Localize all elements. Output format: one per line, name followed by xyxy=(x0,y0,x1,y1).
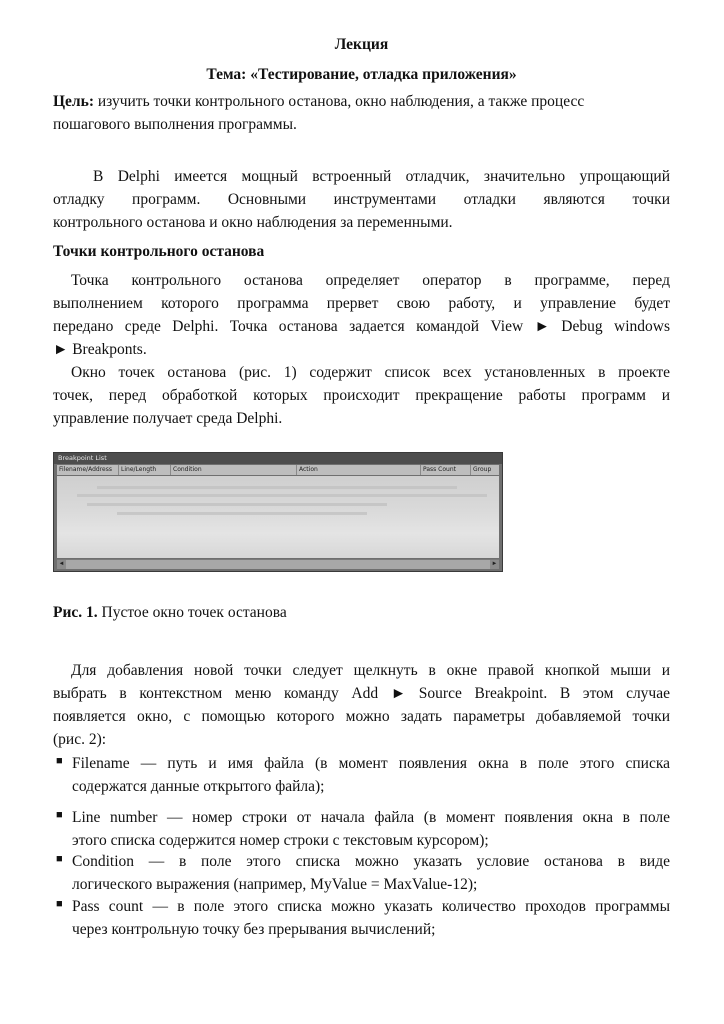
bullet-icon: ■ xyxy=(56,809,63,821)
section-heading-breakpoints: Точки контрольного останова xyxy=(53,243,265,260)
figure1-caption-label: Рис. 1. xyxy=(53,604,98,621)
column-line-length: Line/Length xyxy=(119,465,171,475)
bullet-line-number-line-2: этого списка содержится номер строки с текстовым курсором); xyxy=(72,832,489,849)
intro-line-2: отладку программ. Основными инструментами отладки являются точки xyxy=(53,191,670,208)
goal-label: Цель: xyxy=(53,93,94,110)
column-pass-count: Pass Count xyxy=(421,465,471,475)
column-condition: Condition xyxy=(171,465,297,475)
breakpoint-list-figure xyxy=(53,452,503,572)
add-para-line-2: выбрать в контекстном меню команду Add ► Source Breakpoint. В этом случае xyxy=(53,685,670,702)
bullet-pass-count-line-1: Pass count — в поле этого списка можно указать количество проходов программы xyxy=(72,898,670,915)
breakpoint-list-scrollbar xyxy=(57,559,499,569)
scroll-right-icon: ► xyxy=(491,561,498,567)
scroll-left-icon: ◄ xyxy=(58,561,65,567)
bleed-through-line xyxy=(77,494,487,497)
bullet-line-number-line-1: Line number — номер строки от начала файла (в момент появления окна в поле xyxy=(72,809,670,826)
breakpoint-list-header xyxy=(57,465,499,475)
add-para-line-3: появляется окно, с помощью которого можно задать параметры добавляемой точки xyxy=(53,708,670,725)
bullet-condition-line-2: логического выражения (например, MyValue = MaxValue-12); xyxy=(72,876,478,893)
bullet-pass-count-line-2: через контрольную точку без прерывания вычислений; xyxy=(72,921,436,938)
breakpoints-para2-line-3: управление получает среда Delphi. xyxy=(53,410,283,427)
lecture-topic: Тема: «Тестирование, отладка приложения» xyxy=(206,66,517,83)
figure1-caption-text: Пустое окно точек останова xyxy=(97,604,287,621)
bullet-filename-line-1: Filename — путь и имя файла (в момент появления окна в поле этого списка xyxy=(72,755,670,772)
bleed-through-line xyxy=(87,503,387,506)
breakpoints-para1-line-1: Точка контрольного останова определяет оператор в программе, перед xyxy=(71,272,670,289)
goal-line-1 xyxy=(53,90,670,113)
breakpoints-para1-line-2: выполнением которого программа прервет свою работу, и управление будет xyxy=(53,295,670,312)
breakpoints-para2-line-2: точек, перед обработкой которых происходит прекращение работы программ и xyxy=(53,387,670,404)
breakpoint-list-window-title: Breakpoint List xyxy=(54,453,502,464)
breakpoints-para1-line-3: передано среде Delphi. Точка останова задается командой View ► Debug windows xyxy=(53,318,670,335)
bullet-icon: ■ xyxy=(56,853,63,865)
intro-line-3: контрольного останова и окно наблюдения за переменными. xyxy=(53,214,453,231)
breakpoints-para1-line-4: ► Breakponts. xyxy=(53,341,147,358)
figure1-caption xyxy=(53,601,670,624)
breakpoints-para2-line-1: Окно точек останова (рис. 1) содержит список всех установленных в проекте xyxy=(71,364,670,381)
lecture-title: Лекция xyxy=(334,36,389,53)
bleed-through-line xyxy=(117,512,367,515)
column-action: Action xyxy=(297,465,421,475)
column-filename: Filename/Address xyxy=(57,465,119,475)
breakpoint-list-body xyxy=(57,476,499,558)
bleed-through-line xyxy=(97,486,457,489)
goal-text-1: изучить точки контрольного останова, окно наблюдения, а также процесс xyxy=(94,93,585,110)
bullet-condition-line-1: Condition — в поле этого списка можно указать условие останова в виде xyxy=(72,853,670,870)
add-para-line-1: Для добавления новой точки следует щелкнуть в окне правой кнопкой мыши и xyxy=(71,662,670,679)
bullet-icon: ■ xyxy=(56,898,63,910)
intro-line-1: В Delphi имеется мощный встроенный отладчик, значительно упрощающий xyxy=(93,168,670,185)
column-group: Group xyxy=(473,466,492,473)
bullet-filename-line-2: содержатся данные открытого файла); xyxy=(72,778,325,795)
bullet-icon: ■ xyxy=(56,755,63,767)
add-para-line-4: (рис. 2): xyxy=(53,731,107,748)
goal-line-2: пошагового выполнения программы. xyxy=(53,116,297,133)
